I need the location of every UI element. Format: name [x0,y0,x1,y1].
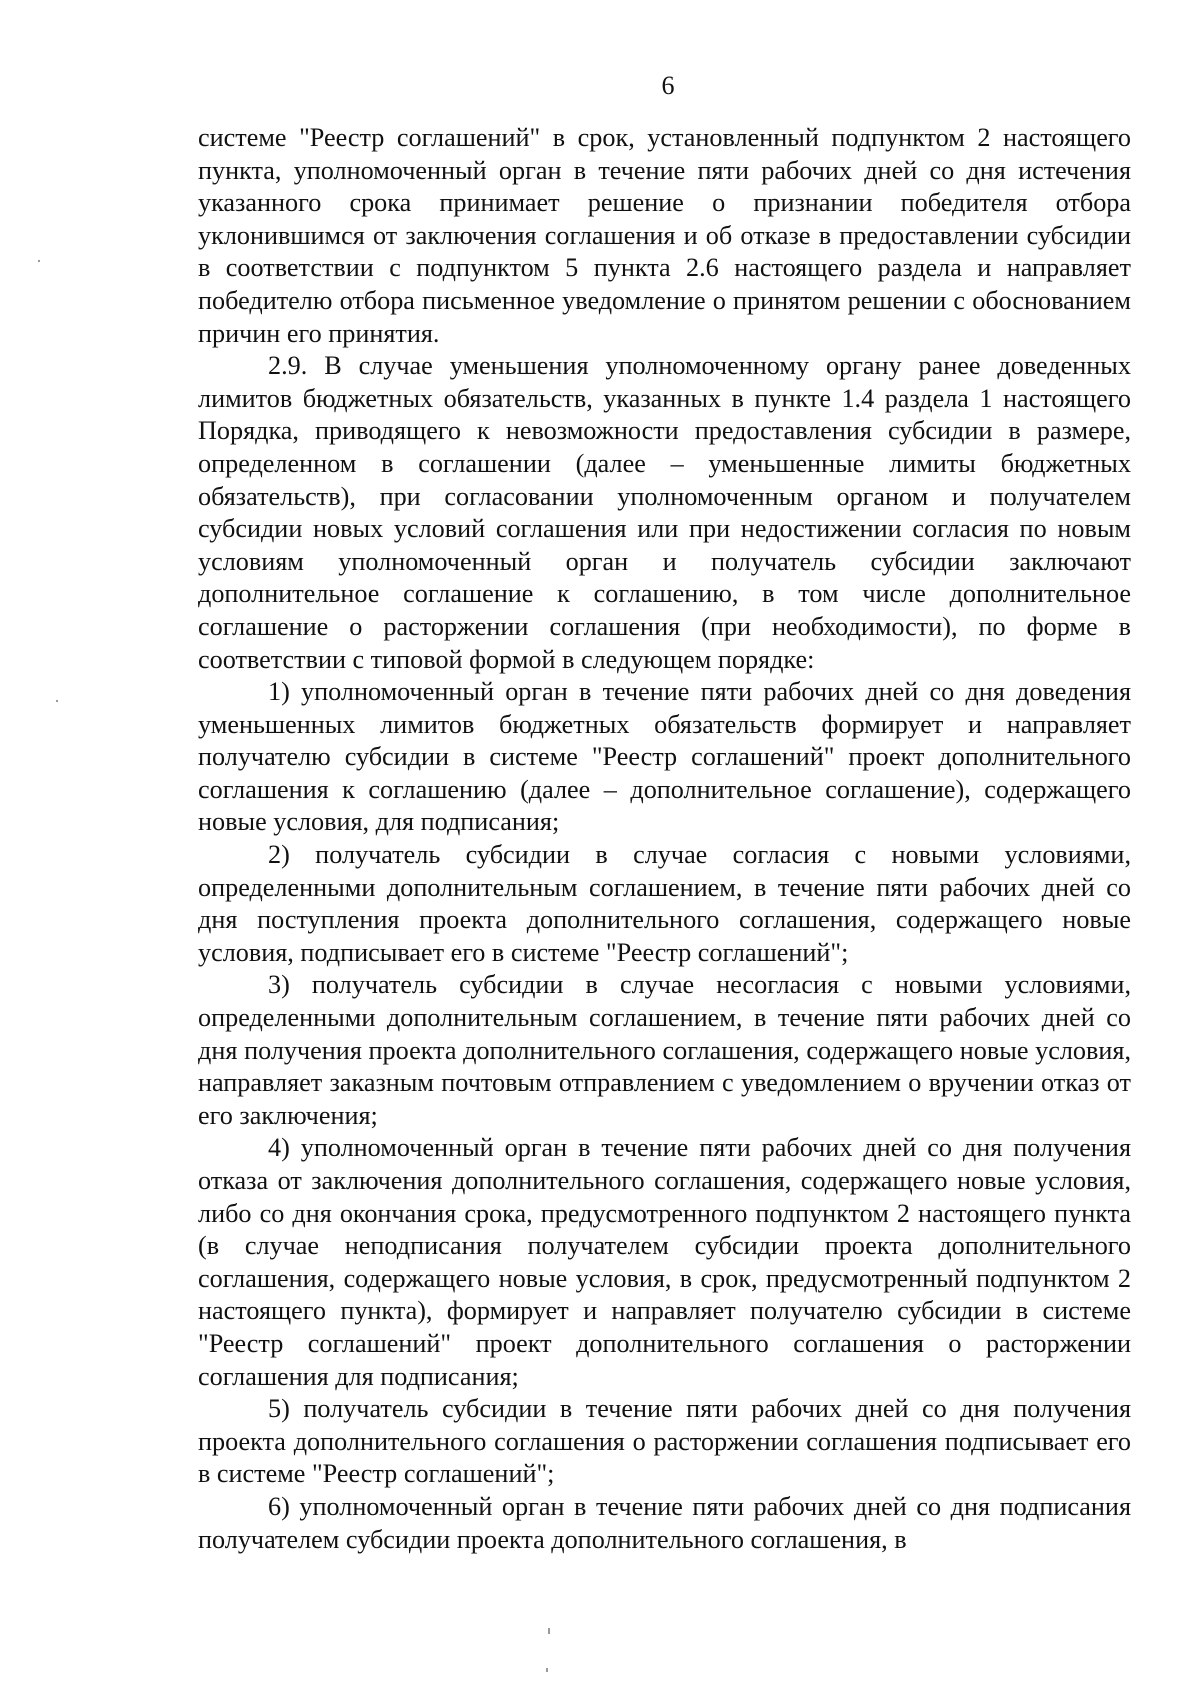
list-item-1: 1) уполномоченный орган в течение пяти рабочих дней со дня доведения уменьшенных лимитов бюджетных обязательств формирует и направляет получателю субсидии в системе "Реестр соглашений" проект дополнительного соглашения к соглашению (далее – дополнительное соглашение), содержащего новые условия, для подписания; [198,677,1131,837]
page-number: 6 [661,71,675,100]
scan-mark-left [38,260,40,262]
scan-mark-bottom [548,1628,550,1634]
paragraph-continuation: системе "Реестр соглашений" в срок, установленный подпунктом 2 настоящего пункта, уполномоченный орган в течение пяти рабочих дней со дня истечения указанного срока принимает решение о признании победителя отбора уклонившимся от заключения соглашения и об отказе в предоставлении субсидии в соответствии с подпунктом 5 пункта 2.6 настоящего раздела и направляет победителю отбора письменное уведомление о принятом решении с обоснованием причин его принятия. [198,123,1131,348]
list-item-2: 2) получатель субсидии в случае согласия с новыми условиями, определенными дополнительным соглашением, в течение пяти рабочих дней со дня поступления проекта дополнительного соглашения, содержащего новые условия, подписывает его в системе "Реестр соглашений"; [198,840,1131,967]
scan-mark-left-2 [56,700,58,702]
list-item-4: 4) уполномоченный орган в течение пяти рабочих дней со дня получения отказа от заключения дополнительного соглашения, содержащего новые условия, либо со дня окончания срока, предусмотренного подпунктом 2 настоящего пункта (в случае неподписания получателем субсидии проекта дополнительного соглашения, содержащего новые условия, в срок, предусмотренный подпунктом 2 настоящего пункта), формирует и направляет получателю субсидии в системе "Реестр соглашений" проект дополнительного соглашения о расторжении соглашения для подписания; [198,1133,1131,1391]
paragraph-2-9: 2.9. В случае уменьшения уполномоченному органу ранее доведенных лимитов бюджетных обязательств, указанных в пункте 1.4 раздела 1 настоящего Порядка, приводящего к невозможности предоставления субсидии в размере, определенном в соглашении (далее – уменьшенные лимиты бюджетных обязательств), при согласовании уполномоченным органом и получателем субсидии новых условий соглашения или при недостижении согласия по новым условиям уполномоченный орган и получатель субсидии заключают дополнительное соглашение к соглашению, в том числе дополнительное соглашение о расторжении соглашения (при необходимости), по форме в соответствии с типовой формой в следующем порядке: [198,351,1131,674]
list-item-5: 5) получатель субсидии в течение пяти рабочих дней со дня получения проекта дополнительного соглашения о расторжении соглашения подписывает его в системе "Реестр соглашений"; [198,1394,1131,1489]
document-body [198,122,1131,1556]
list-item-6: 6) уполномоченный орган в течение пяти рабочих дней со дня подписания получателем субсидии проекта дополнительного соглашения, в [198,1491,1131,1554]
scan-mark-bottom-2 [546,1668,548,1672]
list-item-3: 3) получатель субсидии в случае несогласия с новыми условиями, определенными дополнительным соглашением, в течение пяти рабочих дней со дня получения проекта дополнительного соглашения, содержащего новые условия, направляет заказным почтовым отправлением с уведомлением о вручении отказ от его заключения; [198,970,1131,1130]
